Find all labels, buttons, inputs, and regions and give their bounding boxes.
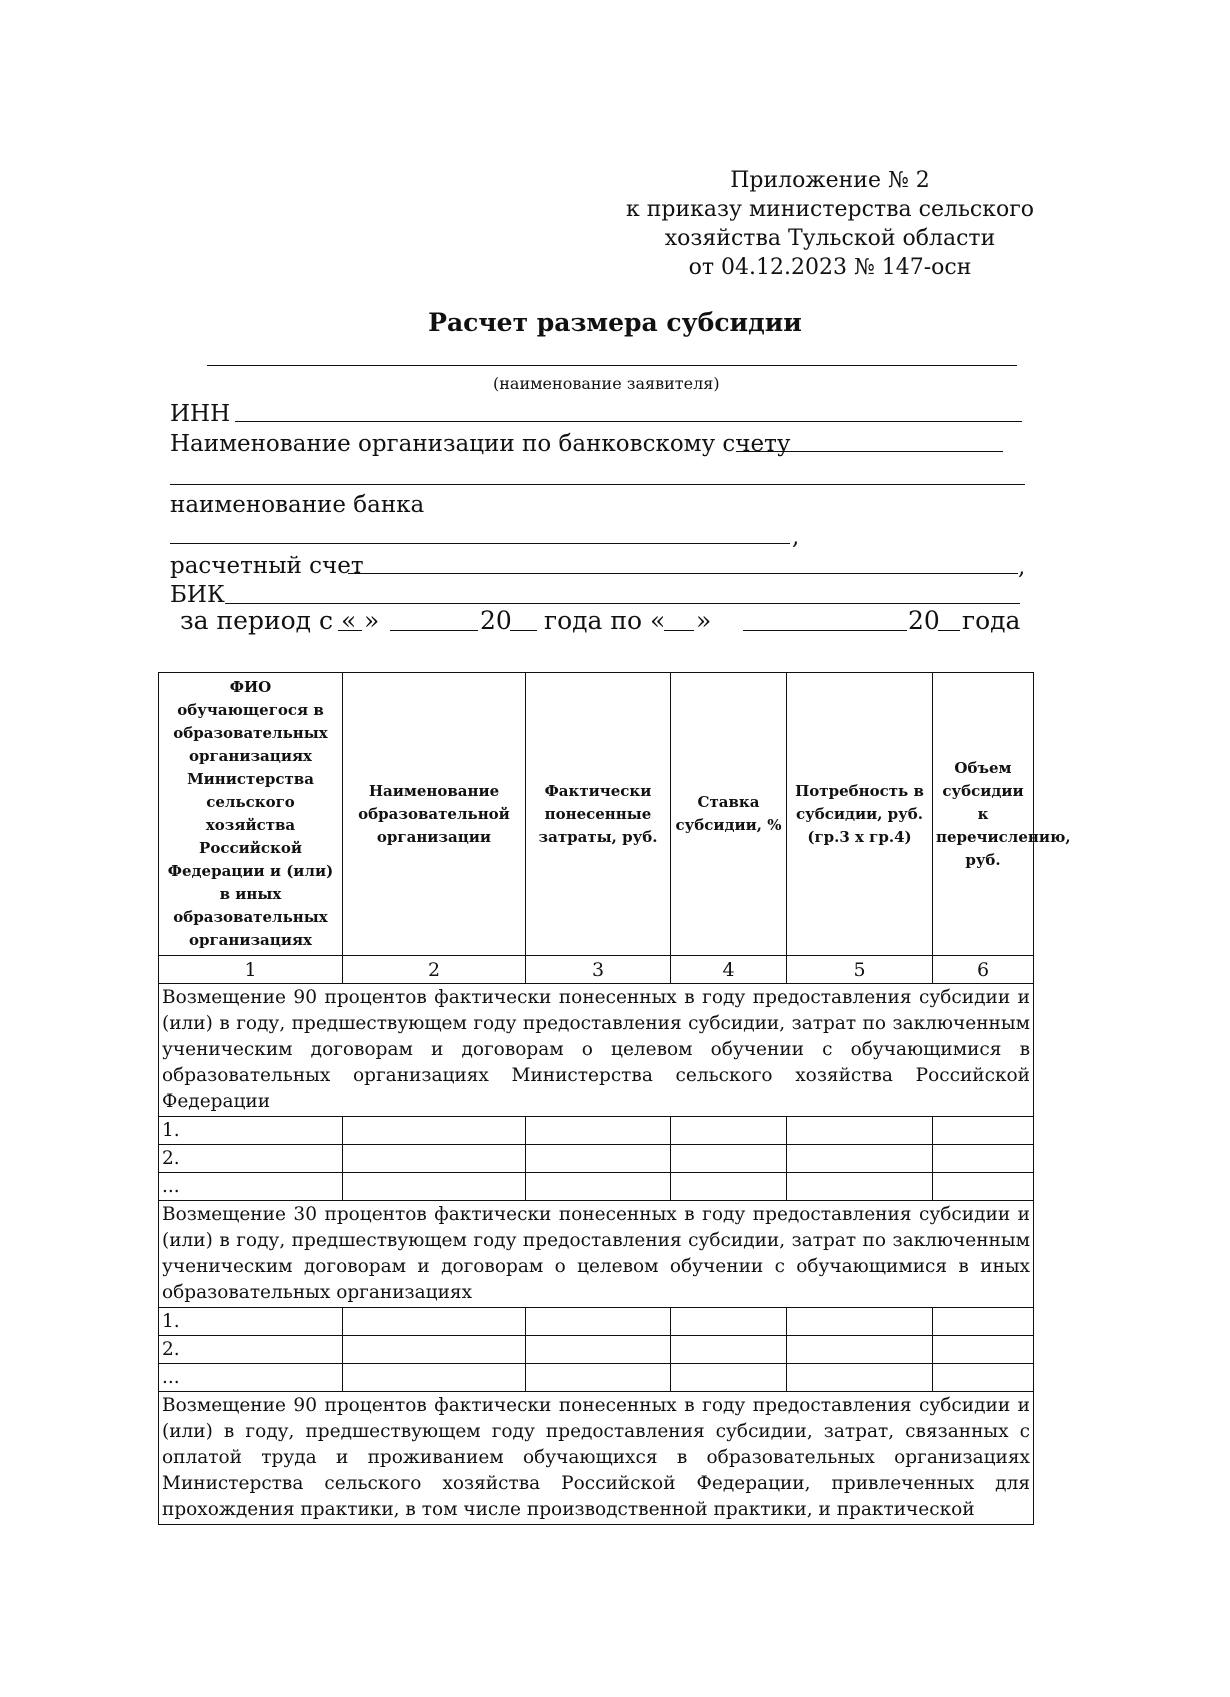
column-number-3: 3 bbox=[526, 956, 671, 984]
table-cell[interactable] bbox=[933, 1145, 1034, 1173]
row-number-cell[interactable]: ... bbox=[159, 1173, 343, 1201]
section-description-1: Возмещение 90 процентов фактически понесенных в году предоставления субсидии и (или) в году, предшествующем году предоставления субсидии, затрат по заключенным ученическим договорам и договорам о целевом обучении с обучающимися в образовательных организациях Министерства сельского хозяйства Российской Федерации bbox=[159, 984, 1034, 1117]
table-cell[interactable] bbox=[933, 1308, 1034, 1336]
column-number-2: 2 bbox=[343, 956, 526, 984]
table-cell[interactable] bbox=[526, 1117, 671, 1145]
table-cell[interactable] bbox=[671, 1145, 787, 1173]
table-cell[interactable] bbox=[671, 1117, 787, 1145]
column-header-4: Ставка субсидии, % bbox=[671, 673, 787, 956]
account-field[interactable] bbox=[348, 573, 1018, 574]
section-description-2: Возмещение 30 процентов фактически понесенных в году предоставления субсидии и (или) в году, предшествующем году предоставления субсидии, затрат по заключенным ученическим договорам и договорам о целевом обучении с обучающимися в иных образовательных организациях bbox=[159, 1201, 1034, 1308]
column-number-5: 5 bbox=[787, 956, 933, 984]
table-row bbox=[159, 1145, 1034, 1173]
inn-label: ИНН bbox=[170, 401, 231, 427]
table-cell[interactable] bbox=[671, 1364, 787, 1392]
table-cell[interactable] bbox=[671, 1336, 787, 1364]
table-cell[interactable] bbox=[671, 1173, 787, 1201]
table-cell[interactable] bbox=[343, 1308, 526, 1336]
table-cell[interactable] bbox=[526, 1145, 671, 1173]
applicant-name-field[interactable] bbox=[207, 365, 1017, 366]
bank-name-field[interactable] bbox=[170, 543, 790, 544]
period-start-year-field[interactable] bbox=[510, 606, 537, 631]
table-cell[interactable] bbox=[933, 1336, 1034, 1364]
table-cell[interactable] bbox=[933, 1364, 1034, 1392]
inn-field[interactable] bbox=[235, 421, 1022, 422]
period-start-month-field[interactable] bbox=[390, 606, 478, 631]
period-row bbox=[180, 606, 1030, 638]
period-suffix: года bbox=[962, 606, 1021, 635]
table-header-row bbox=[159, 673, 1034, 956]
period-end-year-field[interactable] bbox=[938, 606, 960, 631]
table-cell[interactable] bbox=[526, 1173, 671, 1201]
bank-name-label: наименование банка bbox=[170, 492, 425, 518]
table-cell[interactable] bbox=[933, 1117, 1034, 1145]
table-cell[interactable] bbox=[343, 1173, 526, 1201]
table-row bbox=[159, 1173, 1034, 1201]
org-name-field[interactable] bbox=[736, 451, 1003, 452]
column-header-1: ФИО обучающегося в образовательных организациях Министерства сельского хозяйства Российской Федерации и (или) в иных образовательных организациях bbox=[159, 673, 343, 956]
section-heading-row bbox=[159, 1392, 1034, 1525]
period-close-quote-1: » bbox=[364, 606, 380, 635]
table-cell[interactable] bbox=[343, 1117, 526, 1145]
table-cell[interactable] bbox=[343, 1336, 526, 1364]
table-body bbox=[159, 956, 1034, 1525]
bik-field[interactable] bbox=[225, 603, 1020, 604]
section-description-3: Возмещение 90 процентов фактически понесенных в году предоставления субсидии и (или) в году, предшествующем году предоставления субсидии, затрат, связанных с оплатой труда и проживанием обучающихся в образовательных организациях Министерства сельского хозяйства Российской Федерации, привлеченных для прохождения практики, в том числе производственной практики, и практической bbox=[159, 1392, 1034, 1525]
table-row bbox=[159, 1364, 1034, 1392]
column-header-6: Объем субсидии к перечислению, руб. bbox=[933, 673, 1034, 956]
bik-label: БИК bbox=[170, 582, 225, 608]
column-number-1: 1 bbox=[159, 956, 343, 984]
account-comma: , bbox=[1018, 554, 1026, 580]
applicant-caption: (наименование заявителя) bbox=[493, 374, 720, 393]
subsidy-calculation-table bbox=[158, 672, 1071, 1525]
section-heading-row bbox=[159, 984, 1034, 1117]
period-close-quote-2: » bbox=[696, 606, 712, 635]
column-number-4: 4 bbox=[671, 956, 787, 984]
period-mid: года по « bbox=[544, 606, 666, 635]
table-row bbox=[159, 1117, 1034, 1145]
appendix-header bbox=[620, 166, 1040, 282]
table-cell[interactable] bbox=[787, 1117, 933, 1145]
row-number-cell[interactable]: 2. bbox=[159, 1145, 343, 1173]
period-end-year-prefix: 20 bbox=[908, 606, 940, 635]
period-prefix: за период с « bbox=[180, 606, 357, 635]
column-header-2: Наименование образовательной организации bbox=[343, 673, 526, 956]
row-number-cell[interactable]: 2. bbox=[159, 1336, 343, 1364]
row-number-cell[interactable]: ... bbox=[159, 1364, 343, 1392]
column-header-5: Потребность в субсидии, руб. (гр.3 x гр.4) bbox=[787, 673, 933, 956]
bank-name-comma: , bbox=[792, 524, 800, 550]
table-cell[interactable] bbox=[787, 1364, 933, 1392]
appendix-line-4: от 04.12.2023 № 147-осн bbox=[688, 255, 972, 280]
org-name-label: Наименование организации по банковскому счету bbox=[170, 431, 791, 457]
table-cell[interactable] bbox=[343, 1145, 526, 1173]
row-number-cell[interactable]: 1. bbox=[159, 1117, 343, 1145]
table-cell[interactable] bbox=[787, 1336, 933, 1364]
column-number-row bbox=[159, 956, 1034, 984]
period-end-day-field[interactable] bbox=[664, 606, 694, 631]
period-start-day-field[interactable] bbox=[338, 606, 362, 631]
org-name-field-continuation[interactable] bbox=[170, 484, 1025, 485]
column-header-3: Фактически понесенные затраты, руб. bbox=[526, 673, 671, 956]
account-label: расчетный счет bbox=[170, 553, 364, 579]
appendix-line-1: Приложение № 2 bbox=[730, 168, 930, 193]
section-heading-row bbox=[159, 1201, 1034, 1308]
document-title: Расчет размера субсидии bbox=[428, 308, 802, 337]
table-cell[interactable] bbox=[787, 1308, 933, 1336]
table-cell[interactable] bbox=[787, 1145, 933, 1173]
table-cell[interactable] bbox=[526, 1364, 671, 1392]
table-cell[interactable] bbox=[933, 1173, 1034, 1201]
table-row bbox=[159, 1336, 1034, 1364]
column-number-6: 6 bbox=[933, 956, 1034, 984]
appendix-line-2: к приказу министерства сельского bbox=[625, 197, 1035, 222]
table-row bbox=[159, 1308, 1034, 1336]
appendix-line-3: хозяйства Тульской области bbox=[664, 226, 996, 251]
table-cell[interactable] bbox=[526, 1336, 671, 1364]
table-cell[interactable] bbox=[787, 1173, 933, 1201]
period-end-month-field[interactable] bbox=[743, 606, 907, 631]
table-cell[interactable] bbox=[671, 1308, 787, 1336]
table-cell[interactable] bbox=[526, 1308, 671, 1336]
table-cell[interactable] bbox=[343, 1364, 526, 1392]
period-start-year-prefix: 20 bbox=[480, 606, 512, 635]
row-number-cell[interactable]: 1. bbox=[159, 1308, 343, 1336]
